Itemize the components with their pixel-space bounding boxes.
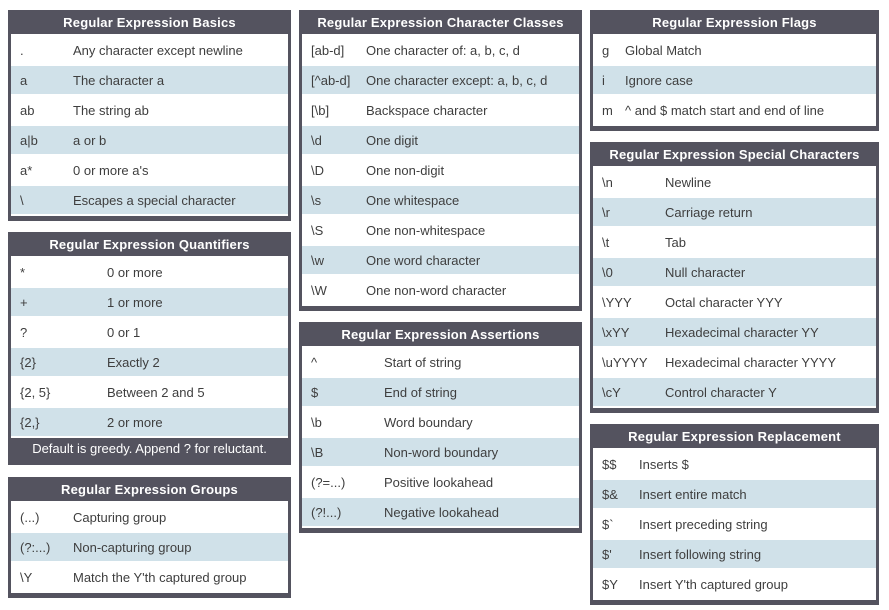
table-row [302, 408, 579, 438]
row-description: One digit [366, 132, 419, 148]
table-row [11, 96, 288, 126]
row-symbol: \n [602, 174, 613, 190]
table-row [11, 318, 288, 348]
table-row [302, 96, 579, 126]
table-body [11, 36, 288, 216]
table-row [593, 288, 876, 318]
row-description: 0 or more a's [73, 162, 149, 178]
table-row [11, 66, 288, 96]
panel-groups [8, 477, 291, 598]
row-description: Newline [665, 174, 712, 190]
row-symbol: $ [311, 384, 319, 400]
row-description: 2 or more [107, 414, 163, 430]
row-symbol: \s [311, 192, 322, 208]
panel-title: Regular Expression Replacement [593, 424, 876, 450]
table-row [11, 156, 288, 186]
table-row [11, 348, 288, 378]
table-row [302, 348, 579, 378]
panel-special-characters [590, 142, 879, 413]
row-description: Octal character YYY [665, 294, 783, 310]
table-row [302, 468, 579, 498]
table-body [302, 348, 579, 528]
panel-footer-note: Default is greedy. Append ? for reluctant. [11, 438, 288, 460]
row-symbol: (?=...) [311, 474, 346, 490]
row-description: a or b [73, 132, 107, 148]
row-description: Match the Y'th captured group [73, 569, 247, 585]
row-symbol: \b [311, 414, 322, 430]
row-symbol: \t [602, 234, 610, 250]
row-description: End of string [384, 384, 457, 400]
table-row [11, 288, 288, 318]
table-body [593, 36, 876, 126]
table-row [11, 533, 288, 563]
table-row [302, 246, 579, 276]
panel-quantifiers [8, 232, 291, 465]
table-row [593, 348, 876, 378]
row-symbol: {2, 5} [20, 384, 51, 400]
table-row [302, 186, 579, 216]
row-description: The string ab [73, 102, 149, 118]
panel-title: Regular Expression Assertions [302, 322, 579, 348]
row-symbol: (...) [20, 509, 40, 525]
row-description: ^ and $ match start and end of line [625, 102, 825, 118]
row-description: 0 or more [107, 264, 163, 280]
row-symbol: $$ [602, 456, 617, 472]
row-symbol: \YYY [602, 294, 632, 310]
row-symbol: \Y [20, 569, 33, 585]
table-row [302, 276, 579, 306]
row-symbol: a [20, 72, 28, 88]
row-symbol: \xYY [602, 324, 630, 340]
row-symbol: {2} [20, 354, 36, 370]
row-symbol: {2,} [20, 414, 40, 430]
row-description: Ignore case [625, 72, 693, 88]
row-description: One character except: a, b, c, d [366, 72, 548, 88]
row-symbol: \S [311, 222, 324, 238]
row-description: One non-digit [366, 162, 445, 178]
row-symbol: [ab-d] [311, 42, 345, 58]
row-symbol: $` [602, 516, 614, 532]
row-symbol: $' [602, 546, 612, 562]
row-description: Carriage return [665, 204, 753, 220]
table-row [302, 438, 579, 468]
row-symbol: m [602, 102, 613, 118]
row-symbol: \cY [602, 384, 621, 400]
panel-assertions [299, 322, 582, 533]
row-symbol: [^ab-d] [311, 72, 351, 88]
row-symbol: (?:...) [20, 539, 51, 555]
panel-flags [590, 10, 879, 131]
row-symbol: * [20, 264, 26, 280]
table-row [302, 126, 579, 156]
table-row [302, 156, 579, 186]
table-row [593, 168, 876, 198]
row-symbol: \w [311, 252, 324, 268]
row-description: One non-word character [366, 282, 507, 298]
panel-basics [8, 10, 291, 221]
table-row [593, 228, 876, 258]
row-symbol: + [20, 294, 28, 310]
table-row [593, 540, 876, 570]
table-row [11, 126, 288, 156]
table-row [593, 318, 876, 348]
row-description: Non-word boundary [384, 444, 499, 460]
row-description: One word character [366, 252, 481, 268]
table-row [11, 503, 288, 533]
table-row [593, 570, 876, 600]
row-symbol: \r [602, 204, 610, 220]
row-symbol: \ [20, 192, 24, 208]
row-symbol: a|b [20, 132, 38, 148]
table-row [11, 36, 288, 66]
row-symbol: \d [311, 132, 322, 148]
table-row [593, 480, 876, 510]
panel-title: Regular Expression Character Classes [302, 10, 579, 36]
row-description: 1 or more [107, 294, 163, 310]
row-description: Non-capturing group [73, 539, 192, 555]
row-symbol: a* [20, 162, 33, 178]
row-description: Escapes a special character [73, 192, 236, 208]
table-row [11, 258, 288, 288]
table-body [302, 36, 579, 306]
table-row [302, 36, 579, 66]
row-description: Inserts $ [639, 456, 689, 472]
row-description: Hexadecimal character YY [665, 324, 819, 340]
row-description: Positive lookahead [384, 474, 494, 490]
row-description: Hexadecimal character YYYY [665, 354, 837, 370]
table-row [593, 198, 876, 228]
row-description: Insert following string [639, 546, 762, 562]
table-row [593, 96, 876, 126]
row-symbol: \W [311, 282, 327, 298]
panel-title: Regular Expression Basics [11, 10, 288, 36]
panel-character-classes [299, 10, 582, 311]
table-row [593, 36, 876, 66]
table-body [11, 258, 288, 438]
table-body [593, 450, 876, 600]
panel-title: Regular Expression Groups [11, 477, 288, 503]
row-symbol: ab [20, 102, 35, 118]
row-description: Any character except newline [73, 42, 243, 58]
row-description: Tab [665, 234, 686, 250]
table-row [593, 450, 876, 480]
row-description: Start of string [384, 354, 462, 370]
table-row [302, 498, 579, 528]
row-description: Insert entire match [639, 486, 747, 502]
table-row [593, 258, 876, 288]
table-row [11, 563, 288, 593]
row-symbol: i [602, 72, 605, 88]
row-description: Global Match [625, 42, 702, 58]
row-description: Exactly 2 [107, 354, 160, 370]
row-description: Word boundary [384, 414, 473, 430]
table-row [11, 186, 288, 216]
table-row [11, 378, 288, 408]
row-description: Insert preceding string [639, 516, 768, 532]
table-body [11, 503, 288, 593]
row-description: Insert Y'th captured group [639, 576, 788, 592]
table-row [593, 510, 876, 540]
row-symbol: \D [311, 162, 324, 178]
row-symbol: $Y [602, 576, 618, 592]
row-symbol: \0 [602, 264, 613, 280]
row-symbol: g [602, 42, 610, 58]
row-description: Control character Y [665, 384, 777, 400]
panel-replacement [590, 424, 879, 605]
row-description: Negative lookahead [384, 504, 499, 520]
table-row [593, 378, 876, 408]
row-description: The character a [73, 72, 165, 88]
row-symbol: $& [602, 486, 618, 502]
table-row [11, 408, 288, 438]
panel-title: Regular Expression Flags [593, 10, 876, 36]
table-row [593, 66, 876, 96]
row-symbol: [\b] [311, 102, 330, 118]
panel-title: Regular Expression Special Characters [593, 142, 876, 168]
row-description: One character of: a, b, c, d [366, 42, 520, 58]
row-symbol: \B [311, 444, 324, 460]
row-symbol: . [20, 42, 24, 58]
row-symbol: ? [20, 324, 28, 340]
row-description: Backspace character [366, 102, 488, 118]
table-body [593, 168, 876, 408]
row-description: 0 or 1 [107, 324, 141, 340]
table-row [302, 216, 579, 246]
table-row [302, 378, 579, 408]
row-description: Null character [665, 264, 746, 280]
row-symbol: (?!...) [311, 504, 342, 520]
row-symbol: ^ [311, 354, 318, 370]
table-row [302, 66, 579, 96]
row-description: One whitespace [366, 192, 460, 208]
row-description: Between 2 and 5 [107, 384, 205, 400]
row-description: One non-whitespace [366, 222, 486, 238]
panel-title: Regular Expression Quantifiers [11, 232, 288, 258]
row-symbol: \uYYYY [602, 354, 648, 370]
row-description: Capturing group [73, 509, 167, 525]
